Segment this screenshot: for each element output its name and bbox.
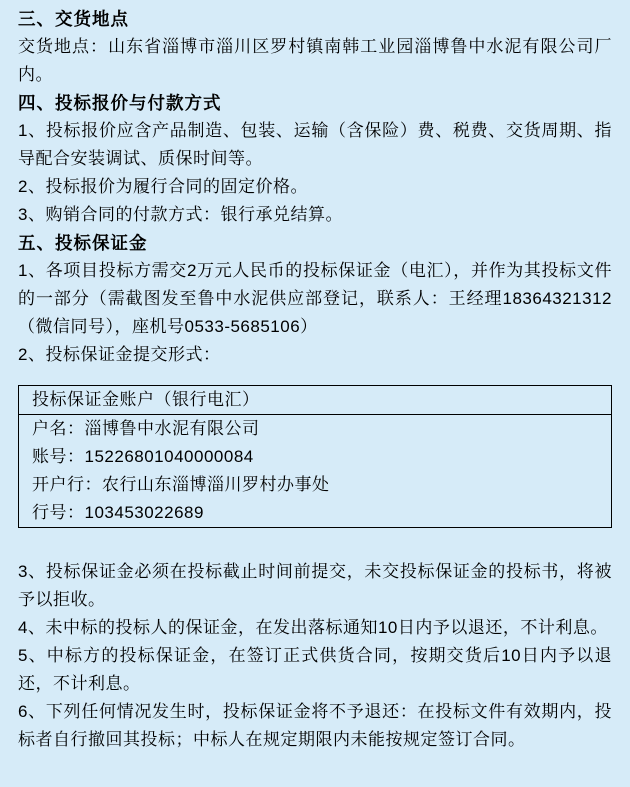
bid-deposit-item-2: 2、投标保证金提交形式：: [18, 345, 221, 364]
delivery-location-text: 交货地点：山东省淄博市淄川区罗村镇南韩工业园淄博鲁中水泥有限公司厂内。: [18, 37, 612, 84]
section-heading-bid-price-payment: 四、投标报价与付款方式: [18, 93, 222, 113]
bid-deposit-item-3: 3、投标保证金必须在投标截止时间前提交，未交投标保证金的投标书，将被予以拒收。: [18, 562, 612, 609]
account-name-cell: 户名：淄博鲁中水泥有限公司: [32, 419, 260, 438]
account-number-cell: 账号：15226801040000084: [32, 447, 254, 466]
table-row-header: [19, 386, 612, 415]
bid-deposit-item-4: 4、未中标的投标人的保证金，在发出落标通知10日内予以退还，不计利息。: [18, 618, 608, 637]
section-heading-bid-deposit: 五、投标保证金: [18, 233, 148, 253]
bid-price-item-1: 1、投标报价应含产品制造、包装、运输（含保险）费、税费、交货周期、指导配合安装调试、质保时间等。: [18, 121, 612, 168]
deposit-account-header-cell: 投标保证金账户（银行电汇）: [19, 386, 612, 415]
table-row: [19, 471, 612, 499]
bid-deposit-item-1: 1、各项目投标方需交2万元人民币的投标保证金（电汇），并作为其投标文件的一部分（需截图发至鲁中水泥供应部登记，联系人：王经理18364321312（微信同号），座机号0533-5685106）: [18, 261, 612, 336]
table-row: [19, 443, 612, 471]
bid-deposit-item-6: 6、下列任何情况发生时，投标保证金将不予退还：在投标文件有效期内，投标者自行撤回其投标；中标人在规定期限内未能按规定签订合同。: [18, 702, 612, 749]
bank-code-cell: 行号：103453022689: [32, 503, 204, 522]
table-row: [19, 499, 612, 528]
deposit-account-table: [18, 385, 612, 528]
section-heading-delivery-location: 三、交货地点: [18, 9, 129, 29]
bid-price-item-2: 2、投标报价为履行合同的固定价格。: [18, 177, 308, 196]
bank-branch-cell: 开户行：农行山东淄博淄川罗村办事处: [32, 475, 330, 494]
bid-price-item-3: 3、购销合同的付款方式：银行承兑结算。: [18, 205, 343, 224]
table-row: [19, 415, 612, 444]
bid-deposit-item-5: 5、中标方的投标保证金，在签订正式供货合同，按期交货后10日内予以退还，不计利息。: [18, 646, 612, 693]
